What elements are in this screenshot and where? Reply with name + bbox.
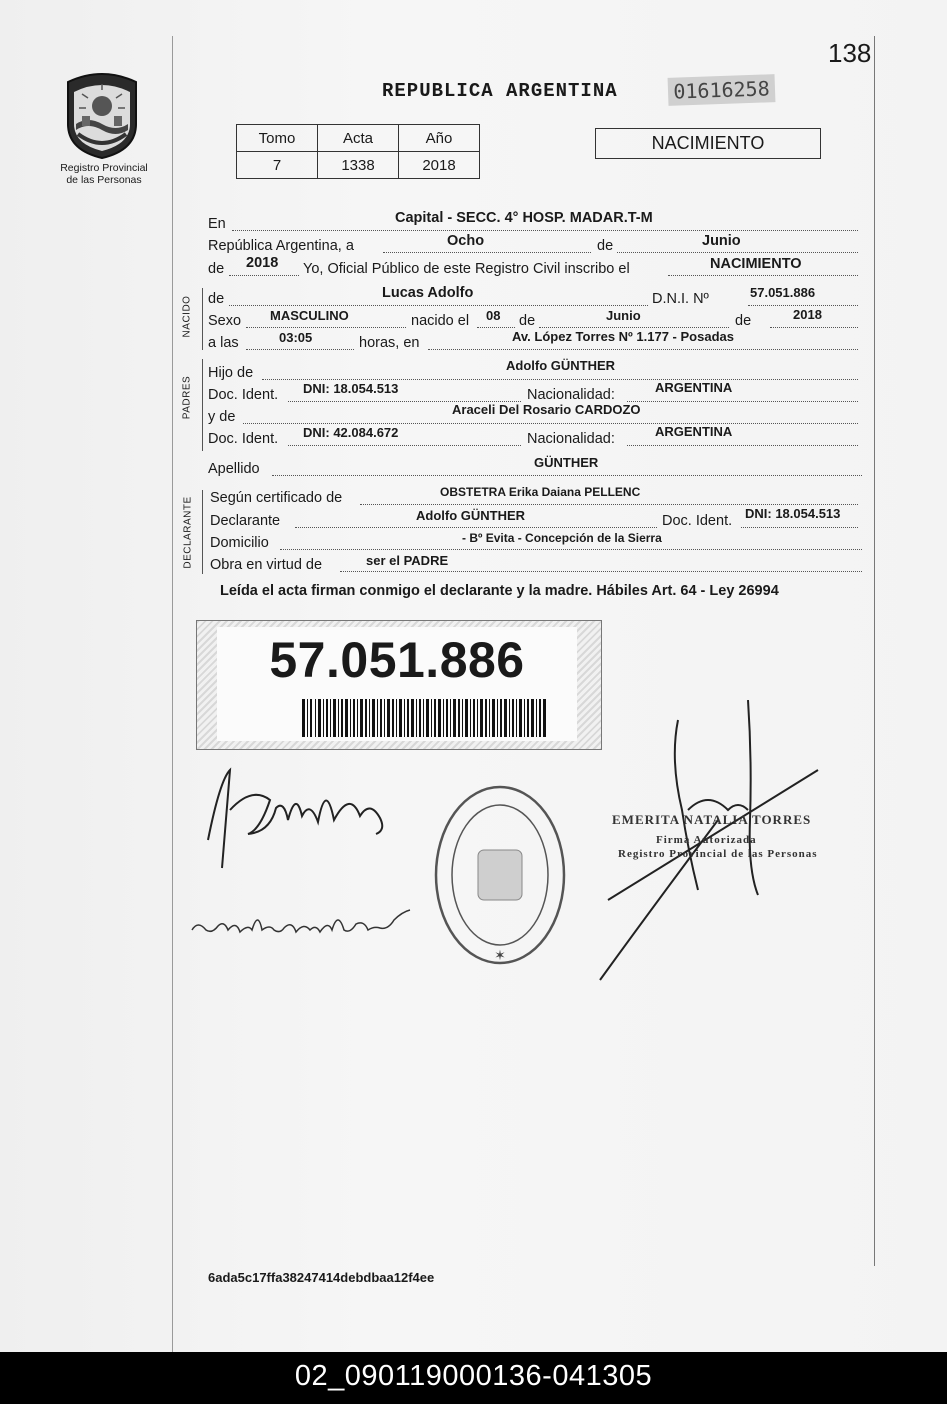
- label-domicilio: Domicilio: [210, 535, 269, 551]
- dotted-line: [539, 327, 729, 328]
- official-title-2: Registro Provincial de las Personas: [618, 848, 818, 860]
- dotted-line: [748, 305, 858, 306]
- value-anio: 2018: [246, 255, 279, 271]
- label-a-las: a las: [208, 335, 239, 351]
- document-title: REPUBLICA ARGENTINA: [382, 80, 618, 102]
- registry-header-row: [237, 125, 480, 152]
- value-dni: 57.051.886: [750, 285, 816, 300]
- dotted-line: [340, 571, 862, 572]
- value-padre-doc: DNI: 18.054.513: [303, 381, 399, 396]
- label-de-anio-nac: de: [735, 313, 752, 329]
- registry-value-tomo: 7: [237, 152, 318, 179]
- label-doc-madre: Doc. Ident.: [208, 431, 279, 447]
- document-hash: 6ada5c17ffa38247414debdbaa12f4ee: [208, 1270, 435, 1285]
- label-de-mes-nac: de: [519, 313, 536, 329]
- registry-value-row: [237, 152, 480, 179]
- value-apellido: GÜNTHER: [534, 455, 599, 470]
- label-apellido: Apellido: [208, 461, 260, 477]
- svg-text:✶: ✶: [494, 947, 506, 963]
- act-type-box: NACIMIENTO: [595, 128, 821, 159]
- registry-table: [236, 124, 480, 179]
- dotted-line: [243, 423, 858, 424]
- registry-header-tomo: Tomo: [237, 125, 318, 152]
- dotted-line: [246, 327, 406, 328]
- dni-sticker-inner: [217, 627, 577, 741]
- dotted-line: [627, 401, 858, 402]
- section-label-nacido: NACIDO: [181, 295, 193, 338]
- label-en: En: [208, 216, 226, 232]
- value-certificado: OBSTETRA Erika Daiana PELLENC: [440, 485, 641, 499]
- label-dni: D.N.I. Nº: [652, 291, 709, 307]
- dotted-line: [295, 527, 657, 528]
- dotted-line: [741, 527, 858, 528]
- value-acto: NACIMIENTO: [710, 256, 802, 272]
- closing-text: Leída el acta firman conmigo el declarante y la madre. Hábiles Art. 64 - Ley 26994: [220, 583, 779, 599]
- value-madre-doc: DNI: 42.084.672: [303, 425, 399, 440]
- logo-caption-line2: de las Personas: [66, 174, 142, 186]
- section-bar-padres: [202, 359, 203, 451]
- label-declarante: Declarante: [210, 513, 281, 529]
- serial-number: 01616258: [668, 74, 776, 106]
- value-lugar: Capital - SECC. 4° HOSP. MADAR.T-M: [395, 210, 653, 226]
- label-y-de: y de: [208, 409, 236, 425]
- label-republica: República Argentina, a: [208, 238, 354, 254]
- label-de-mes: de: [597, 238, 614, 254]
- dotted-line: [770, 327, 858, 328]
- dni-sticker-number: 57.051.886: [269, 632, 525, 688]
- dotted-line: [246, 349, 354, 350]
- label-doc-padre: Doc. Ident.: [208, 387, 279, 403]
- value-padre-nac: ARGENTINA: [655, 380, 733, 395]
- dotted-line: [668, 275, 858, 276]
- dotted-line: [262, 379, 858, 380]
- registry-header-anio: Año: [399, 125, 480, 152]
- logo-caption: [52, 162, 156, 186]
- dotted-line: [360, 504, 858, 505]
- logo-caption-line1: Registro Provincial: [60, 162, 148, 174]
- value-hora: 03:05: [279, 330, 313, 345]
- footer-id-bar: 02_090119000136-041305: [0, 1352, 947, 1404]
- dni-sticker: [196, 620, 602, 750]
- dotted-line: [229, 305, 648, 306]
- section-label-padres: PADRES: [181, 375, 193, 420]
- section-bar-declarante: [202, 490, 203, 574]
- label-segun: Según certificado de: [210, 490, 343, 506]
- value-anio-nac: 2018: [793, 307, 822, 322]
- value-declarante-doc: DNI: 18.054.513: [745, 506, 841, 521]
- dotted-line: [428, 349, 858, 350]
- label-horas-en: horas, en: [359, 335, 420, 351]
- dotted-line: [272, 475, 862, 476]
- value-obra: ser el PADRE: [366, 553, 449, 568]
- dotted-line: [229, 275, 299, 276]
- dotted-line: [383, 252, 591, 253]
- registry-value-acta: 1338: [318, 152, 399, 179]
- value-padre: Adolfo GÜNTHER: [506, 358, 616, 373]
- section-bar-nacido: [202, 288, 203, 350]
- value-declarante: Adolfo GÜNTHER: [416, 508, 526, 523]
- dotted-line: [617, 252, 858, 253]
- father-signature: [200, 760, 400, 870]
- left-margin-line: [172, 36, 173, 1352]
- value-nombre: Lucas Adolfo: [382, 285, 474, 301]
- dotted-line: [280, 549, 862, 550]
- label-obra: Obra en virtud de: [210, 557, 323, 573]
- section-label-declarante: DECLARANTE: [182, 496, 194, 569]
- dotted-line: [288, 445, 521, 446]
- label-de-anio: de: [208, 261, 225, 277]
- value-madre: Araceli Del Rosario CARDOZO: [452, 402, 641, 417]
- official-stamp: [430, 780, 570, 970]
- mother-signature: [188, 890, 418, 950]
- province-emblem-icon: [62, 72, 142, 160]
- value-sexo: MASCULINO: [270, 308, 349, 323]
- label-yo: Yo, Oficial Público de este Registro Civil inscribo el: [303, 261, 630, 277]
- label-sexo: Sexo: [208, 313, 242, 329]
- dotted-line: [627, 445, 858, 446]
- value-lugar-nac: Av. López Torres Nº 1.177 - Posadas: [512, 329, 734, 344]
- value-mes: Junio: [702, 233, 741, 249]
- barcode-icon: [302, 699, 547, 737]
- label-nac-padre: Nacionalidad:: [527, 387, 615, 403]
- label-nac-madre: Nacionalidad:: [527, 431, 615, 447]
- value-madre-nac: ARGENTINA: [655, 424, 733, 439]
- right-margin-line: [874, 36, 875, 1266]
- dotted-line: [232, 230, 858, 231]
- value-domicilio: - Bº Evita - Concepción de la Sierra: [462, 531, 662, 545]
- dotted-line: [477, 327, 515, 328]
- official-title-1: Firma Autorizada: [656, 834, 757, 846]
- official-name: EMERITA NATALIA TORRES: [612, 812, 812, 827]
- label-hijo-de: Hijo de: [208, 365, 254, 381]
- registry-header-acta: Acta: [318, 125, 399, 152]
- value-dia-nac: 08: [486, 308, 501, 323]
- value-mes-nac: Junio: [606, 308, 641, 323]
- label-doc-declarante: Doc. Ident.: [662, 513, 733, 529]
- page-number: 138: [828, 38, 872, 68]
- label-de-nombre: de: [208, 291, 225, 307]
- label-nacido-el: nacido el: [411, 313, 470, 329]
- value-dia-letras: Ocho: [447, 233, 485, 249]
- registry-value-anio: 2018: [399, 152, 480, 179]
